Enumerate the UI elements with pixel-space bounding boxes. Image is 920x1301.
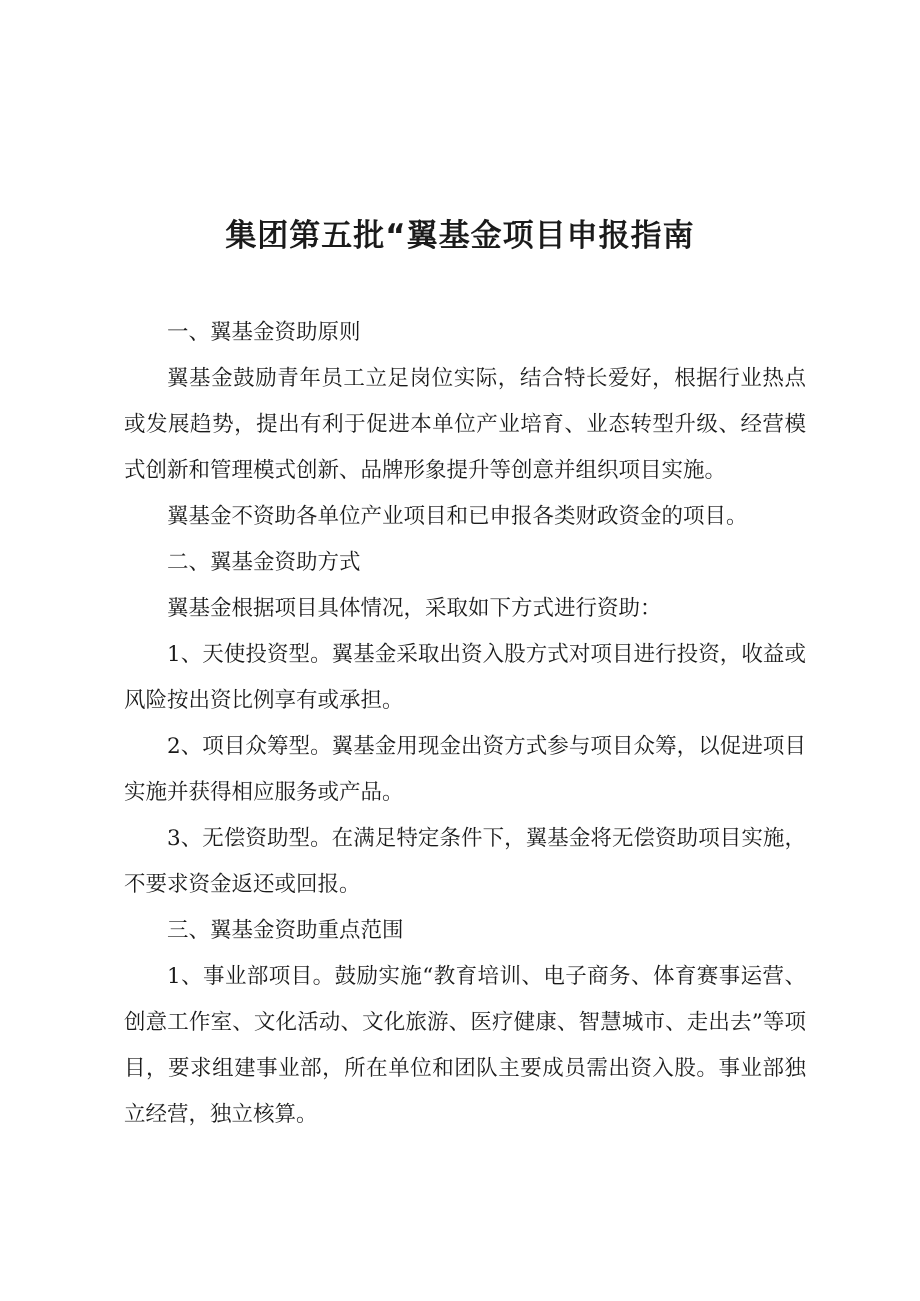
list-item: 1、事业部项目。鼓励实施“教育培训、电子商务、体育赛事运营、创意工作室、文化活动、文化旅游、医疗健康、智慧城市、走出去”等项目，要求组建事业部，所在单位和团队主要成员需出资入股。事业部独立经营，独立核算。 <box>124 964 806 1127</box>
section-heading-3: 三、翼基金资助重点范围 <box>167 918 404 943</box>
document-body <box>124 310 806 1138</box>
section-heading-1: 一、翼基金资助原则 <box>167 320 361 345</box>
paragraph: 翼基金根据项目具体情况，采取如下方式进行资助： <box>167 596 662 621</box>
list-item: 1、天使投资型。翼基金采取出资入股方式对项目进行投资，收益或风险按出资比例享有或承担。 <box>124 642 806 713</box>
section-heading-2: 二、翼基金资助方式 <box>167 550 361 575</box>
document-title: 集团第五批“翼基金项目申报指南 <box>225 218 695 254</box>
list-item: 2、项目众筹型。翼基金用现金出资方式参与项目众筹，以促进项目实施并获得相应服务或产品。 <box>124 734 806 805</box>
list-item: 3、无偿资助型。在满足特定条件下，翼基金将无偿资助项目实施，不要求资金返还或回报。 <box>124 826 806 897</box>
paragraph: 翼基金鼓励青年员工立足岗位实际，结合特长爱好，根据行业热点或发展趋势，提出有利于促进本单位产业培育、业态转型升级、经营模式创新和管理模式创新、品牌形象提升等创意并组织项目实施。 <box>124 366 806 483</box>
paragraph: 翼基金不资助各单位产业项目和已申报各类财政资金的项目。 <box>167 504 748 529</box>
